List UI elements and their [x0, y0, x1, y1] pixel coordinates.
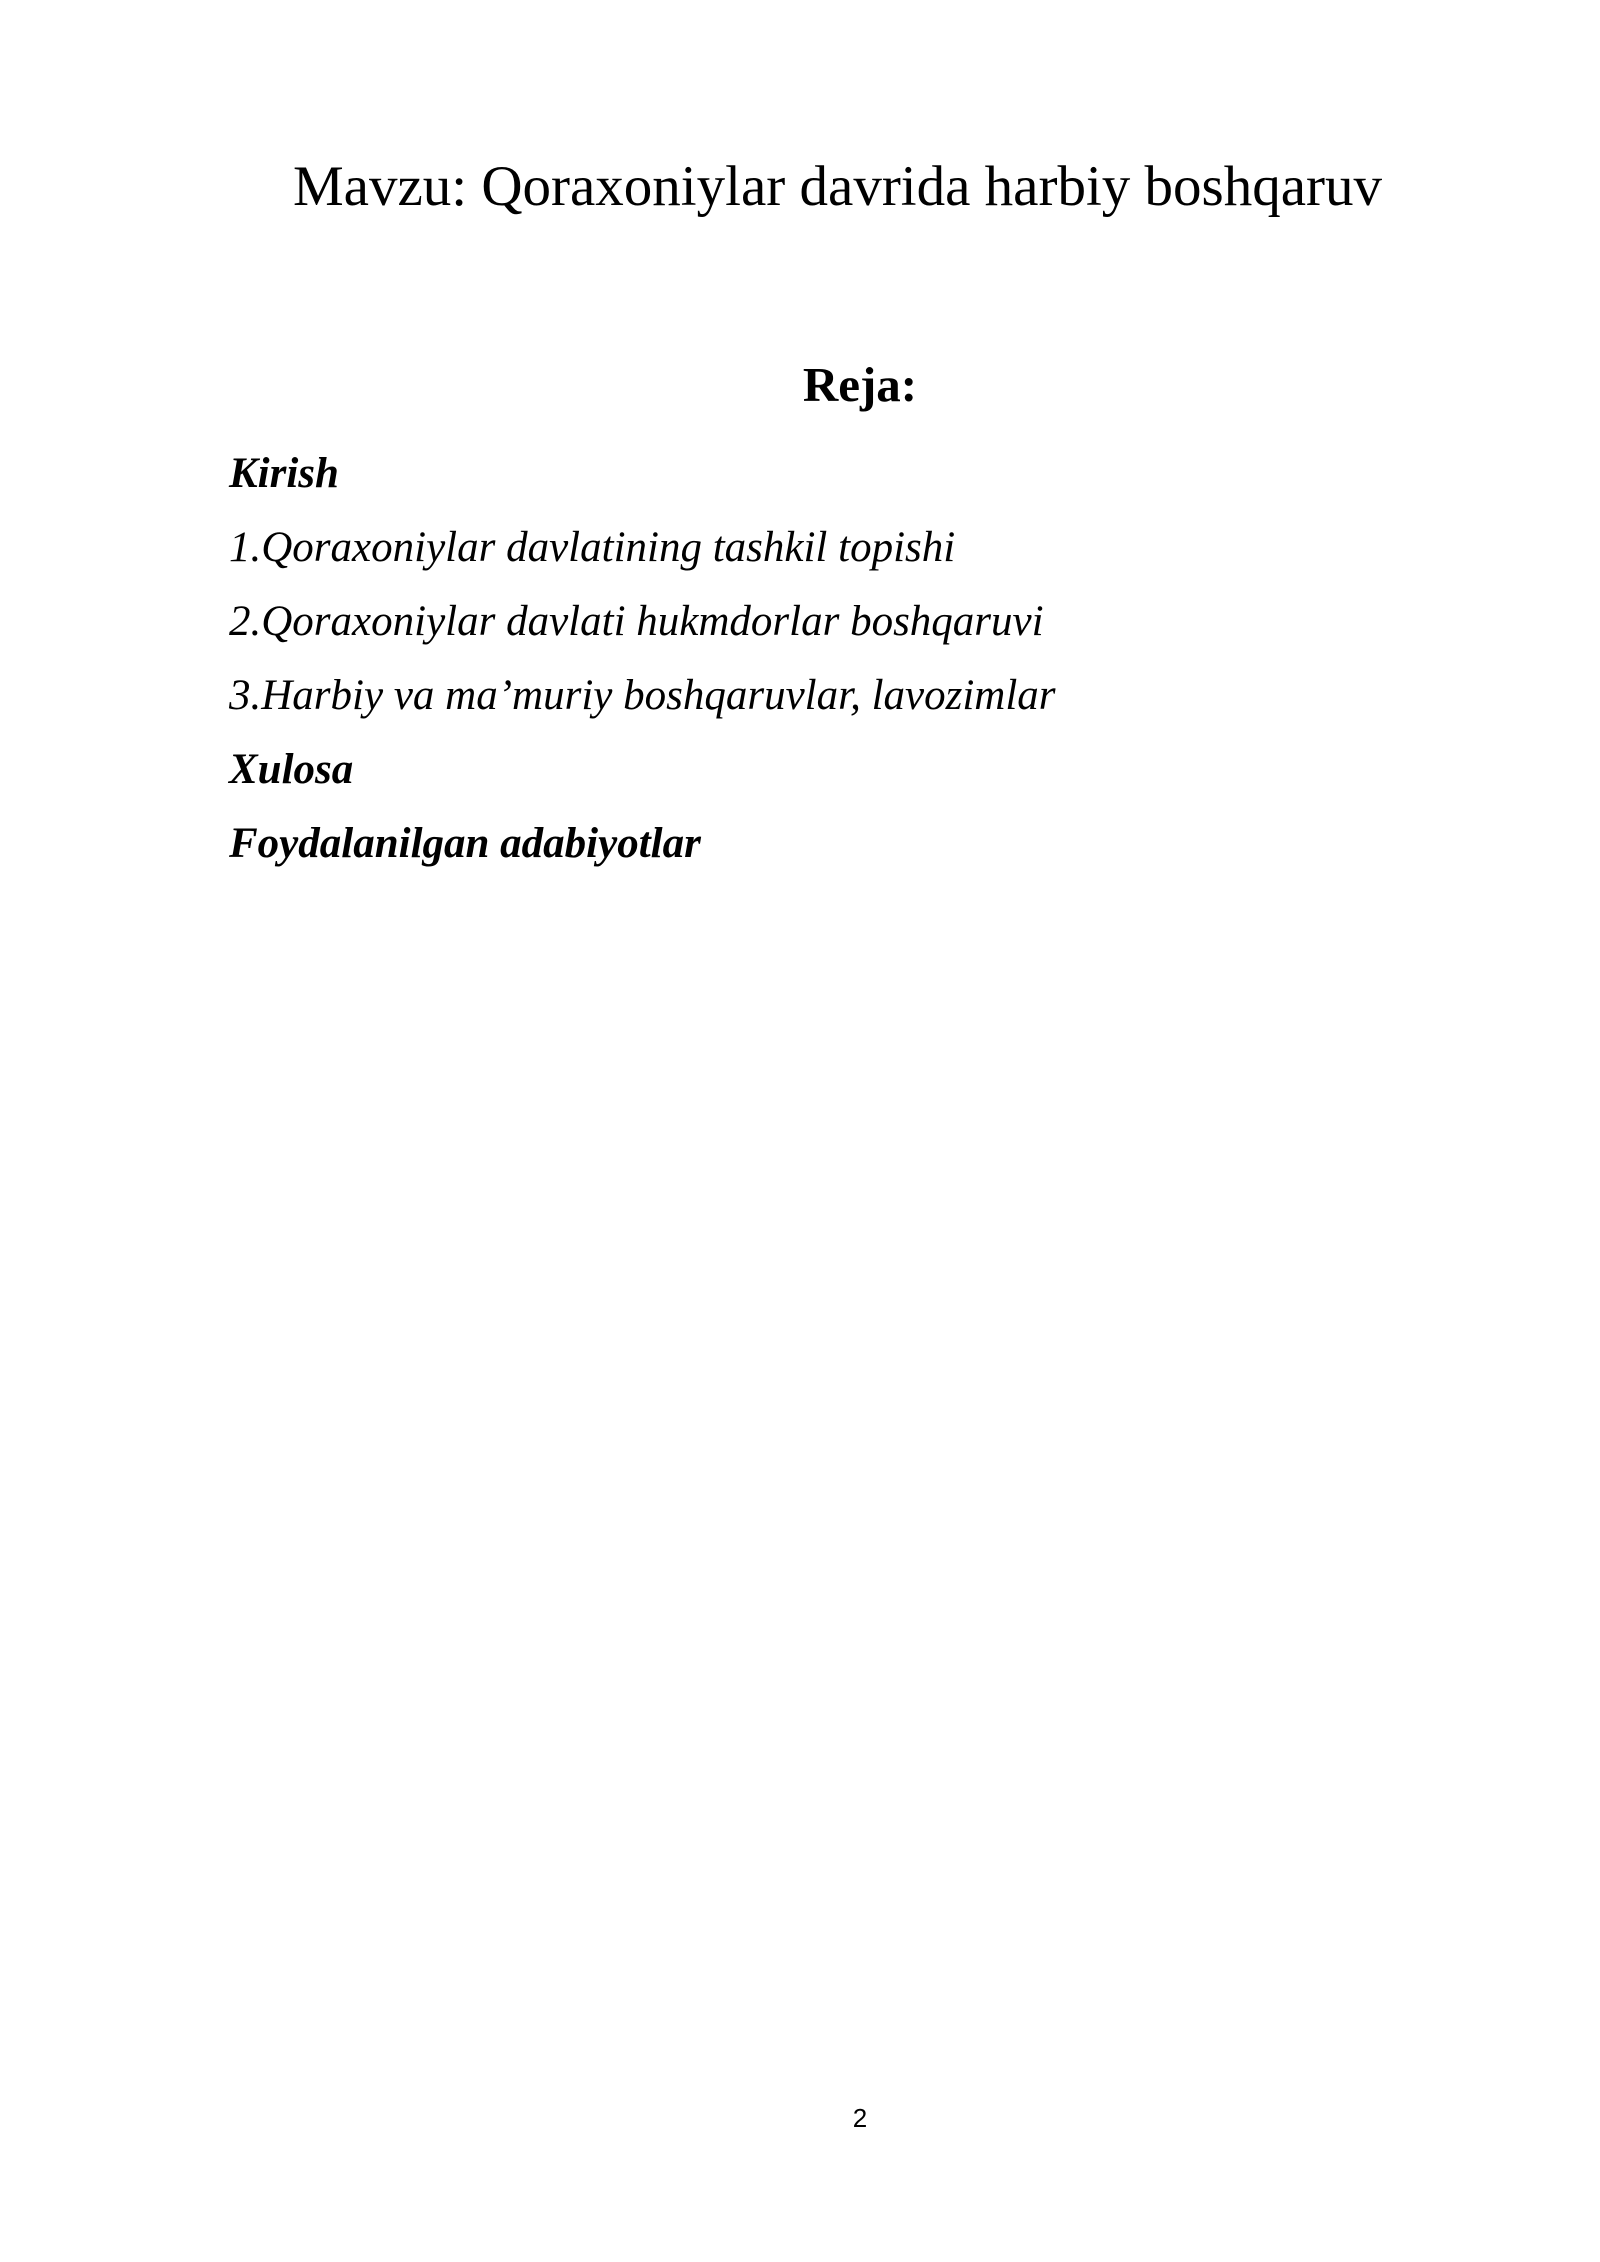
plan-heading: Reja:: [802, 357, 918, 412]
outline-item-references: Foydalanilgan adabiyotlar: [229, 820, 701, 867]
plan-outline: [229, 437, 1056, 881]
outline-item-2: 2.Qoraxoniylar davlati hukmdorlar boshqaruvi: [229, 598, 1044, 645]
outline-item-3: 3.Harbiy va ma’muriy boshqaruvlar, lavozimlar: [229, 672, 1056, 719]
outline-item-1: 1.Qoraxoniylar davlatining tashkil topishi: [229, 524, 956, 571]
outline-item-introduction: Kirish: [229, 450, 339, 497]
page-title: Mavzu: Qoraxoniylar davrida harbiy boshqaruv: [293, 155, 1383, 218]
page-number: 2: [852, 2103, 868, 2133]
outline-item-conclusion: Xulosa: [229, 746, 354, 793]
